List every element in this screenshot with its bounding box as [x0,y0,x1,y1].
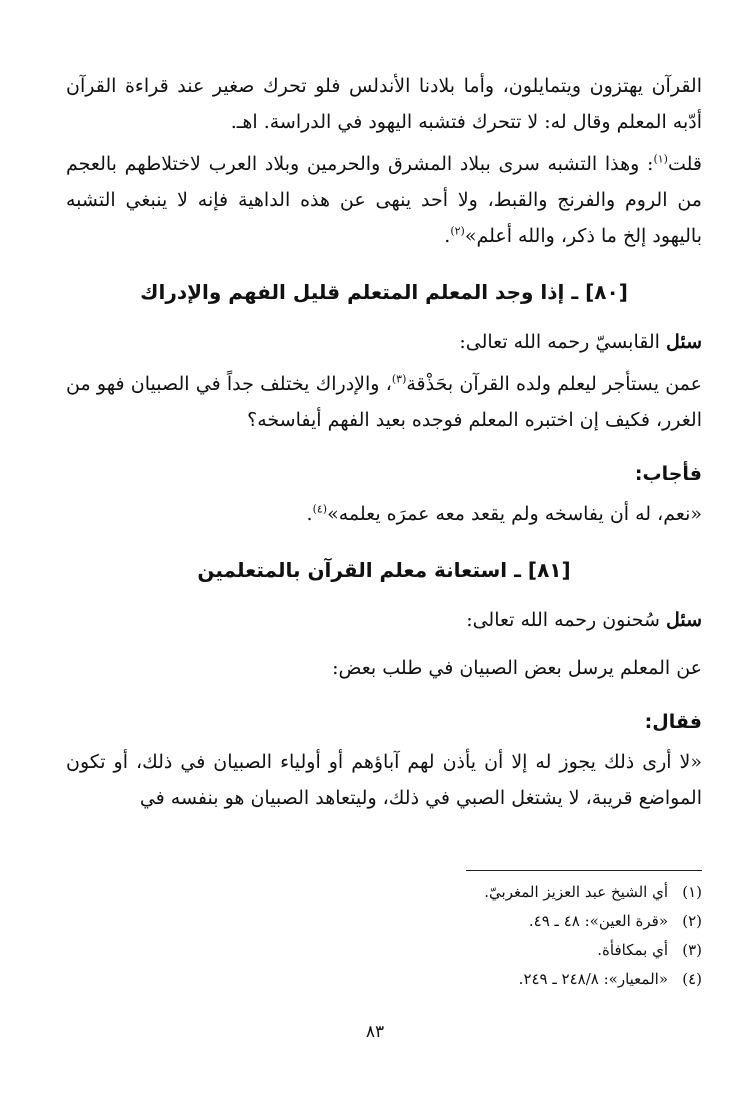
section-81-heading: [٨١] ـ استعانة معلم القرآن بالمتعلمين [197,558,571,582]
main-text [66,68,702,822]
footnotes [66,878,702,994]
question-intro-rest: القابسيّ رحمه الله تعالى: [459,331,666,353]
section-81-answer: «لا أرى ذلك يجوز له إلا أن يأذن لهم آباؤهم أو أولياء الصبيان في ذلك، أو تكون المواضع قريبة، لا يشتغل الصبي في ذلك، وليتعاهد الصبيان هو بنفسه في [66,751,702,809]
footnote-text: أي الشيخ عبد العزيز المغربيّ. [484,883,668,901]
footnote-ref-3: (٣) [391,372,407,386]
section-80-question [66,366,702,438]
footnote-text: «قرة العين»: ٤٨ ـ ٤٩. [528,912,668,930]
footnote-ref-1: (١) [653,152,668,166]
footnote-ref-4: (٤) [312,502,328,516]
footnote-3 [66,936,702,965]
section-80-answer-label: فأجاب: [634,463,702,485]
commentary-body: : وهذا التشبه سرى ببلاد المشرق والحرمين وبلاد العرب لاختلاطهم بالعجم من الروم والفرنج والقبط، ولا أحد ينهى عن هذه الداهية فإنه لا ينبغي التشبه باليهود إلخ ما ذكر، والله أعلم» [66,153,702,247]
section-80-answer [66,496,702,532]
footnote-2 [66,907,702,936]
footnote-number: (٣) [682,941,702,959]
footnote-4 [66,965,702,994]
section-81-answer-label: فقال: [644,711,702,733]
answer-end: . [306,503,313,525]
footnote-text: «المعيار»: ٢٤٨/٨ ـ ٢٤٩. [518,970,668,988]
paragraph-continuation: القرآن يهتزون ويتمايلون، وأما بلادنا الأندلس فلو تحرك صغير عند قراءة القرآن أدّبه المعلم وقال له: لا تتحرك فتشبه اليهود في الدراسة. اهـ. [66,75,702,133]
section-81-question-intro [66,602,702,638]
commentary-lead: قلت [667,153,702,175]
footnote-number: (٤) [682,970,702,988]
section-80-heading: [٨٠] ـ إذا وجد المعلم المتعلم قليل الفهم والإدراك [140,280,628,304]
section-81-question: عن المعلم يرسل بعض الصبيان في طلب بعض: [332,657,702,679]
footnote-number: (٢) [682,912,702,930]
question-part-b: ، والإدراك يختلف جداً في الصبيان فهو من الغرر، فكيف إن اختبره المعلم فوجده بعيد الفهم أيفاسخه؟ [66,373,702,431]
footnote-ref-2: (٢) [450,224,465,238]
answer-text: «نعم، له أن يفاسخه ولم يقعد معه عمرَه يعلمه» [327,503,702,525]
commentary-end: . [444,225,451,247]
footnote-divider [466,870,702,871]
footnote-text: أي بمكافأة. [597,941,668,959]
question-intro-bold: سئل [665,609,702,631]
section-80-question-intro [66,324,702,360]
question-intro-bold: سئل [665,331,702,353]
footnote-number: (١) [682,883,702,901]
paragraph-commentary [66,146,702,254]
question-intro-rest: سُحنون رحمه الله تعالى: [466,609,666,631]
question-part-a: عمن يستأجر ليعلم ولده القرآن بحَذْقة [406,373,702,395]
page-number: ٨٣ [365,1022,385,1042]
footnote-1 [66,878,702,907]
